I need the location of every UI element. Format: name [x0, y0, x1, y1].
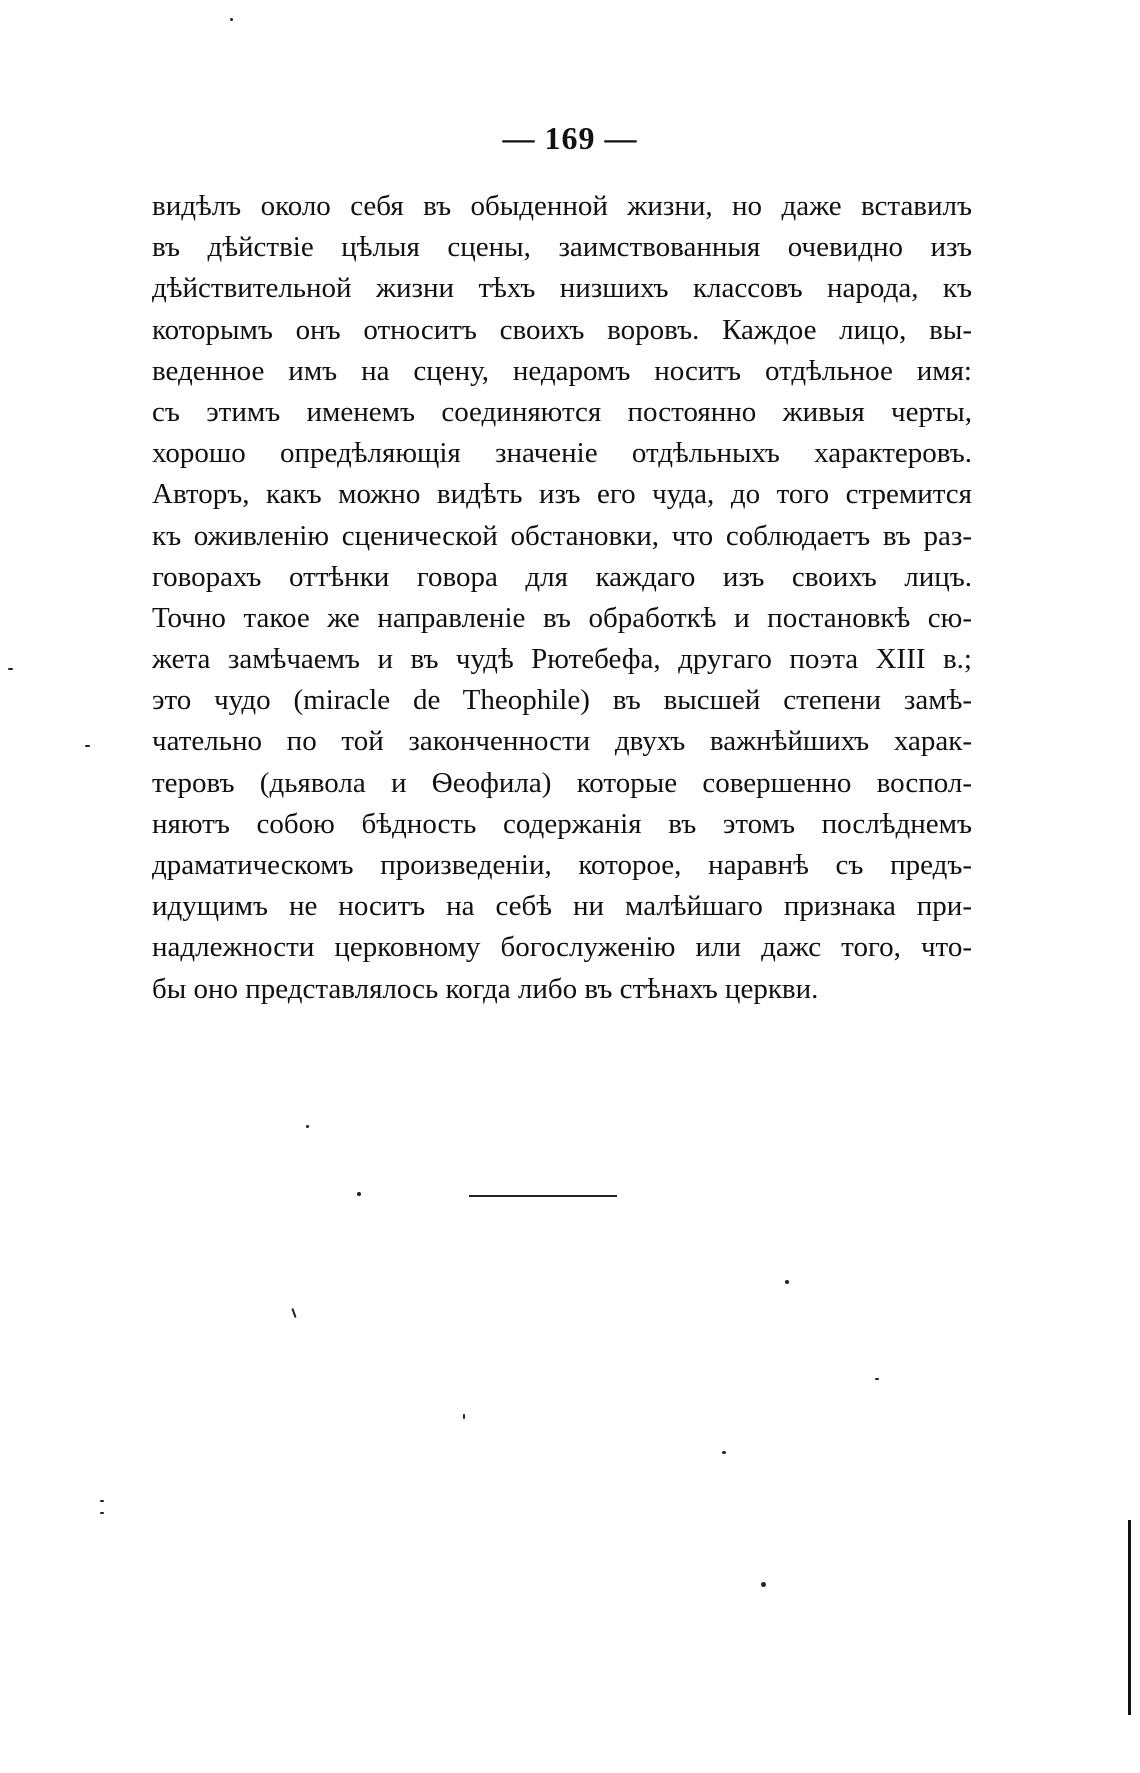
scan-speck — [100, 1500, 104, 1502]
body-text — [152, 186, 972, 1010]
text-line: Авторъ, какъ можно видѣть изъ его чуда, до того стремится — [152, 478, 972, 511]
text-line: няютъ собою бѣдность содержанія въ этомъ послѣднемъ — [152, 807, 972, 840]
section-divider — [469, 1195, 617, 1197]
scan-speck — [291, 1308, 296, 1318]
text-line: чательно по той законченности двухъ важнѣйшихъ харак- — [152, 725, 972, 758]
scan-speck — [357, 1192, 361, 1196]
text-line: бы оно представлялось когда либо въ стѣнахъ церкви. — [152, 972, 819, 1005]
text-line: видѣлъ около себя въ обыденной жизни, но даже вставилъ — [152, 190, 972, 222]
text-line: къ оживленію сценической обстановки, что соблюдаетъ въ раз- — [152, 519, 972, 552]
scan-speck — [306, 1125, 309, 1128]
text-line: драматическомъ произведеніи, которое, наравнѣ съ предъ- — [152, 849, 972, 881]
text-line: теровъ (дьявола и Ѳеофила) которые совершенно воспол- — [152, 766, 972, 799]
scan-speck — [85, 745, 90, 747]
text-line: надлежности церковному богослуженію или дажс того, что- — [152, 931, 972, 964]
text-line: дѣйствительной жизни тѣхъ низшихъ классовъ народа, къ — [152, 272, 972, 305]
text-line: это чудо (miracle de Theophile) въ высшей степени замѣ- — [152, 684, 972, 717]
text-line: съ этимъ именемъ соединяются постоянно живыя черты, — [152, 395, 972, 428]
page-number: — 169 — — [502, 120, 638, 156]
scan-speck — [230, 18, 233, 21]
text-line: жета замѣчаемъ и въ чудѣ Рютебефа, другаго поэта XIII в.; — [152, 643, 972, 676]
scan-speck — [463, 1414, 465, 1419]
scan-speck — [8, 668, 13, 670]
scan-speck — [761, 1582, 766, 1587]
text-line: хорошо опредѣляющія значеніе отдѣльныхъ характеровъ. — [152, 437, 972, 470]
scan-speck — [722, 1451, 726, 1454]
text-line: которымъ онъ относитъ своихъ воровъ. Каждое лицо, вы- — [152, 313, 972, 346]
scan-edge-shadow — [1128, 1520, 1131, 1715]
scan-speck — [875, 1378, 879, 1380]
text-line: въ дѣйствіе цѣлыя сцены, заимствованныя очевидно изъ — [152, 231, 972, 264]
scan-speck — [100, 1512, 104, 1514]
text-line: говорахъ оттѣнки говора для каждаго изъ своихъ лицъ. — [152, 560, 972, 593]
text-line: идущимъ не носитъ на себѣ ни малѣйшаго признака при- — [152, 890, 972, 923]
text-line: Точно такое же направленіе въ обработкѣ и постановкѣ сю- — [152, 601, 972, 634]
text-line: веденное имъ на сцену, недаромъ носитъ отдѣльное имя: — [152, 354, 972, 387]
scan-speck — [785, 1280, 789, 1284]
